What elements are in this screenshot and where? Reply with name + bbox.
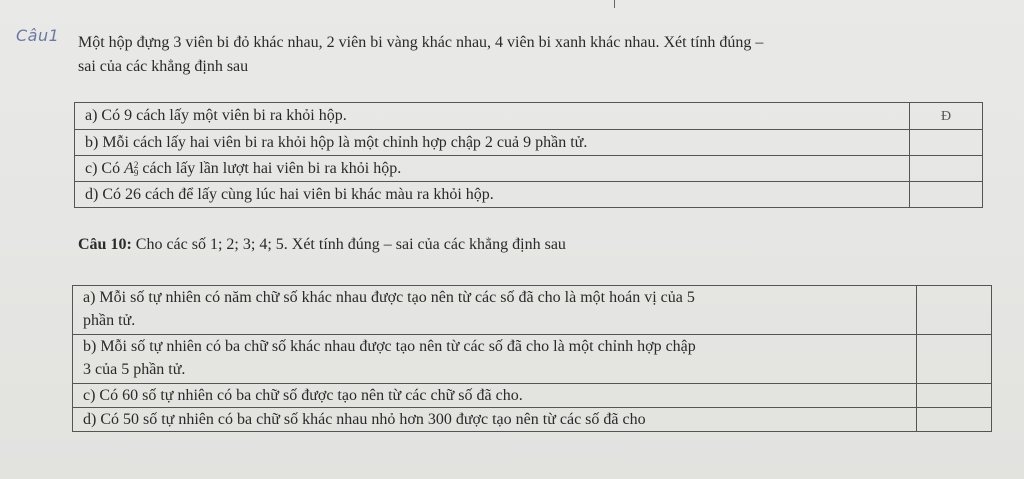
answer-cell[interactable] bbox=[910, 182, 983, 208]
answer-cell[interactable] bbox=[910, 156, 983, 182]
table-row bbox=[73, 286, 992, 335]
statement-cell: c) Có 60 số tự nhiên có ba chữ số được tạo nên từ các chữ số đã cho. bbox=[73, 384, 917, 408]
table-row bbox=[75, 103, 983, 130]
question-label: Câu 10: bbox=[78, 236, 132, 253]
statement-cell bbox=[73, 335, 917, 384]
statement-cell: d) Có 50 số tự nhiên có ba chữ số khác nhau nhỏ hơn 300 được tạo nên từ các số đã cho bbox=[73, 408, 917, 432]
question-text: Cho các số bbox=[135, 236, 206, 253]
margin-tick bbox=[614, 0, 615, 8]
table-row bbox=[73, 335, 992, 384]
arrangement-sup: 2 bbox=[133, 160, 139, 171]
true-false-table-2 bbox=[72, 285, 992, 432]
answer-cell[interactable] bbox=[917, 335, 992, 384]
statement-cell bbox=[75, 156, 910, 182]
intro-line-1: Một hộp đựng 3 viên bi đỏ khác nhau, 2 viên bi vàng khác nhau, 4 viên bi xanh khác nhau. Xét tính đúng – bbox=[78, 34, 764, 51]
table-row bbox=[75, 182, 983, 208]
statement-suffix: cách lấy lần lượt hai viên bi ra khỏi hộp. bbox=[142, 160, 402, 177]
statement-line: b) Mỗi số tự nhiên có ba chữ số khác nhau được tạo nên từ các số đã cho là một chỉnh hợp chập bbox=[83, 338, 696, 355]
handwritten-question-label: Câu1 bbox=[16, 26, 60, 45]
arrangement-sub: 9 bbox=[133, 168, 139, 179]
statement-line: 3 của 5 phần tử. bbox=[83, 361, 186, 378]
question-numbers: 1; 2; 3; 4; 5 bbox=[209, 236, 284, 253]
table-row bbox=[75, 130, 983, 156]
answer-cell[interactable] bbox=[910, 103, 983, 130]
table-row bbox=[75, 156, 983, 182]
arrangement-symbol bbox=[124, 160, 138, 177]
question-10-heading bbox=[78, 236, 566, 254]
problem-intro bbox=[78, 31, 978, 79]
statement-cell bbox=[73, 286, 917, 335]
statement-cell: b) Mỗi cách lấy hai viên bi ra khỏi hộp là một chỉnh hợp chập 2 cuả 9 phần tử. bbox=[75, 130, 910, 156]
statement-prefix: c) Có bbox=[85, 160, 121, 177]
intro-line-2: sai của các khẳng định sau bbox=[78, 58, 249, 75]
answer-cell[interactable] bbox=[910, 130, 983, 156]
answer-mark: Đ bbox=[941, 109, 952, 124]
statement-cell: a) Có 9 cách lấy một viên bi ra khỏi hộp. bbox=[75, 103, 910, 130]
answer-cell[interactable] bbox=[917, 384, 992, 408]
arrangement-base: A bbox=[124, 160, 134, 177]
statement-line: phần tử. bbox=[83, 312, 136, 329]
table-row bbox=[73, 384, 992, 408]
statement-cell: d) Có 26 cách để lấy cùng lúc hai viên bi khác màu ra khỏi hộp. bbox=[75, 182, 910, 208]
statement-line: a) Mỗi số tự nhiên có năm chữ số khác nhau được tạo nên từ các số đã cho là một hoán vị của 5 bbox=[83, 289, 695, 306]
question-tail: . Xét tính đúng – sai của các khẳng định sau bbox=[283, 236, 566, 253]
table-row bbox=[73, 408, 992, 432]
true-false-table-1 bbox=[74, 102, 983, 208]
answer-cell[interactable] bbox=[917, 286, 992, 335]
answer-cell[interactable] bbox=[917, 408, 992, 432]
